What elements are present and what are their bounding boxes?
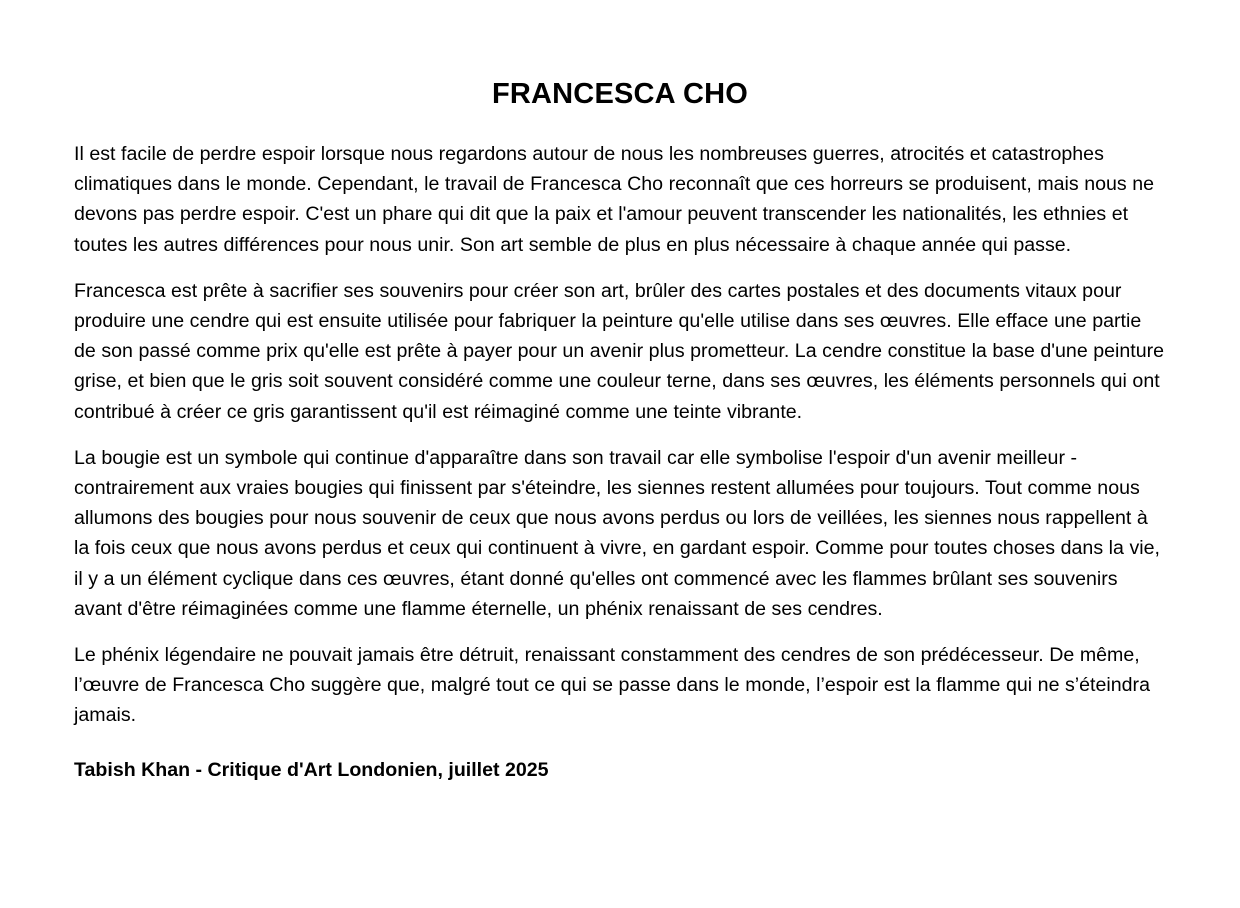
author-attribution: Tabish Khan - Critique d'Art Londonien, juillet 2025: [74, 758, 549, 781]
paragraph-1: Il est facile de perdre espoir lorsque nous regardons autour de nous les nombreuses guerres, atrocités et catastrophes climatiques dans le monde. Cependant, le travail de Francesca Cho reconnaît que ces horreurs se produisent, mais nous ne devons pas perdre espoir. C'est un phare qui dit que la paix et l'amour peuvent transcender les nationalités, les ethnies et toutes les autres différences pour nous unir. Son art semble de plus en plus nécessaire à chaque année qui passe.: [74, 143, 1155, 256]
page-title: FRANCESCA CHO: [491, 78, 749, 110]
paragraph-4: Le phénix légendaire ne pouvait jamais être détruit, renaissant constamment des cendres de son prédécesseur. De même, l’œuvre de Francesca Cho suggère que, malgré tout ce qui se passe dans le monde, l’espoir est la flamme qui ne s’éteindra jamais.: [74, 644, 1150, 727]
paragraph-2: Francesca est prête à sacrifier ses souvenirs pour créer son art, brûler des cartes postales et des documents vitaux pour produire une cendre qui est ensuite utilisée pour fabriquer la peinture qu'elle utilise dans ses œuvres. Elle efface une partie de son passé comme prix qu'elle est prête à payer pour un avenir plus prometteur. La cendre constitue la base d'une peinture grise, et bien que le gris soit souvent considéré comme une couleur terne, dans ses œuvres, les éléments personnels qui ont contribué à créer ce gris garantissent qu'il est réimaginé comme une teinte vibrante.: [74, 279, 1165, 423]
paragraph-3: La bougie est un symbole qui continue d'apparaître dans son travail car elle symbolise l'espoir d'un avenir meilleur - contrairement aux vraies bougies qui finissent par s'éteindre, les siennes restent allumées pour toujours. Tout comme nous allumons des bougies pour nous souvenir de ceux que nous avons perdus ou lors de veillées, les siennes nous rappellent à la fois ceux que nous avons perdus et ceux qui continuent à vivre, en gardant espoir. Comme pour toutes choses dans la vie, il y a un élément cyclique dans ces œuvres, étant donné qu'elles ont commencé avec les flammes brûlant ses souvenirs avant d'être réimaginées comme une flamme éternelle, un phénix renaissant de ses cendres.: [74, 446, 1160, 620]
article-body: [74, 112, 1166, 785]
